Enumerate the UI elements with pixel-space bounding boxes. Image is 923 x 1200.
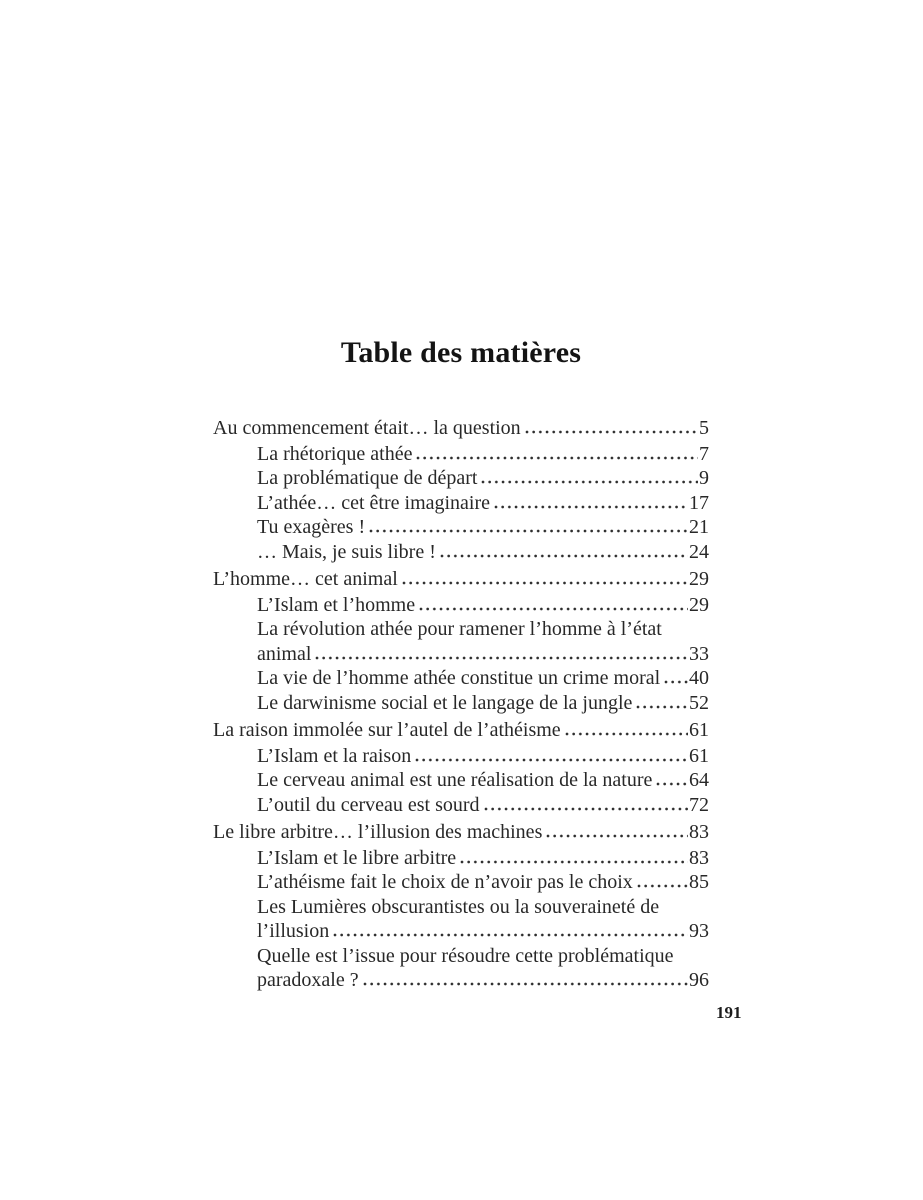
toc-entry-text: l’illusion	[257, 920, 330, 942]
toc-entry	[213, 416, 709, 441]
toc-leader-dots	[333, 933, 688, 937]
toc-entry-page: 7	[699, 442, 709, 465]
toc-entry-continuation	[213, 968, 709, 993]
toc-entry-page: 72	[689, 793, 709, 816]
toc-leader-dots	[363, 982, 688, 986]
toc-entry	[213, 540, 709, 565]
toc-entry-text: L’Islam et la raison	[257, 744, 412, 767]
toc-entry-text: Les Lumières obscurantistes ou la souveraineté de	[257, 895, 660, 918]
toc-leader-dots	[415, 758, 688, 762]
toc-entry-page: 83	[689, 821, 709, 843]
toc-entry	[213, 466, 709, 491]
toc-entry-text: L’athéisme fait le choix de n’avoir pas le choix	[257, 871, 633, 893]
toc-entry	[213, 820, 709, 845]
toc-entry-text: La révolution athée pour ramener l’homme à l’état	[257, 618, 662, 640]
toc-entry-page: 83	[689, 846, 709, 869]
toc-entry-page: 17	[689, 491, 709, 514]
toc-entry-text: L’homme… cet animal	[213, 568, 398, 590]
toc-entry-text: La vie de l’homme athée constitue un crime moral	[257, 667, 661, 689]
toc-entry-page: 93	[689, 920, 709, 942]
toc-entry	[213, 442, 709, 467]
toc-entry-page: 40	[689, 667, 709, 689]
toc-entry-page: 61	[689, 744, 709, 767]
toc-leader-dots	[402, 581, 688, 585]
toc-entry	[213, 593, 709, 618]
toc-entry-text: Le cerveau animal est une réalisation de la nature	[257, 769, 653, 791]
toc-entry	[213, 666, 709, 691]
page-title: Table des matières	[340, 336, 582, 369]
toc-leader-dots	[416, 456, 698, 460]
toc-entry-page: 96	[689, 969, 709, 991]
toc-leader-dots	[494, 505, 688, 509]
toc-entry	[213, 895, 709, 920]
toc-entry-text: L’outil du cerveau est sourd	[257, 793, 480, 816]
toc-leader-dots	[656, 782, 688, 786]
toc-entry-page: 9	[699, 467, 709, 489]
toc-entry-continuation	[213, 642, 709, 667]
toc-entry-text: Le libre arbitre… l’illusion des machines	[213, 821, 543, 843]
toc-entry-text: paradoxale ?	[257, 969, 359, 991]
toc-entry	[213, 944, 709, 969]
toc-leader-dots	[565, 732, 688, 736]
toc-entry-continuation	[213, 919, 709, 944]
toc-leader-dots	[525, 430, 698, 434]
page-number: 191	[716, 1003, 742, 1022]
toc-leader-dots	[546, 834, 688, 838]
toc-leader-dots	[481, 480, 698, 484]
toc-entry-page: 64	[689, 769, 709, 791]
toc-entry	[213, 793, 709, 818]
toc-leader-dots	[460, 860, 688, 864]
toc-entry-page: 5	[699, 417, 709, 439]
toc-entry	[213, 846, 709, 871]
toc-entry-text: animal	[257, 642, 312, 665]
toc-leader-dots	[636, 705, 688, 709]
toc-entry-page: 24	[689, 540, 709, 563]
toc-entry	[213, 567, 709, 592]
toc-entry	[213, 768, 709, 793]
content-column	[213, 336, 709, 993]
toc-entry	[213, 491, 709, 516]
toc-entry-text: L’Islam et le libre arbitre	[257, 846, 457, 869]
toc-entry-text: La problématique de départ	[257, 467, 478, 489]
toc-entry-text: Le darwinisme social et le langage de la jungle	[257, 691, 633, 714]
toc-entry-page: 21	[689, 516, 709, 538]
toc-leader-dots	[664, 680, 688, 684]
toc-leader-dots	[637, 884, 688, 888]
toc-entry	[213, 691, 709, 716]
toc-entry	[213, 515, 709, 540]
toc-entry-page: 33	[689, 642, 709, 665]
toc-entry-page: 29	[689, 568, 709, 590]
toc-leader-dots	[315, 656, 688, 660]
toc-entry-text: L’athée… cet être imaginaire	[257, 491, 491, 514]
toc-leader-dots	[369, 529, 688, 533]
toc-entry	[213, 870, 709, 895]
toc-entry	[213, 718, 709, 743]
toc-entry-text: Tu exagères !	[257, 516, 366, 538]
toc-entry	[213, 744, 709, 769]
toc-entry	[213, 617, 709, 642]
toc-entry-text: Au commencement était… la question	[213, 417, 521, 439]
toc-entry-text: Quelle est l’issue pour résoudre cette problématique	[257, 944, 674, 967]
toc-entry-page: 85	[689, 871, 709, 893]
toc-entry-text: … Mais, je suis libre !	[257, 540, 436, 563]
toc-entry-page: 61	[689, 719, 709, 741]
toc-entry-text: La rhétorique athée	[257, 442, 413, 465]
toc-entry-page: 29	[689, 593, 709, 616]
toc-leader-dots	[419, 607, 688, 611]
toc-leader-dots	[440, 554, 688, 558]
toc-list	[213, 416, 709, 993]
toc-entry-page: 52	[689, 691, 709, 714]
toc-entry-text: L’Islam et l’homme	[257, 593, 416, 616]
toc-leader-dots	[484, 807, 688, 811]
toc-entry-text: La raison immolée sur l’autel de l’athéisme	[213, 719, 561, 741]
